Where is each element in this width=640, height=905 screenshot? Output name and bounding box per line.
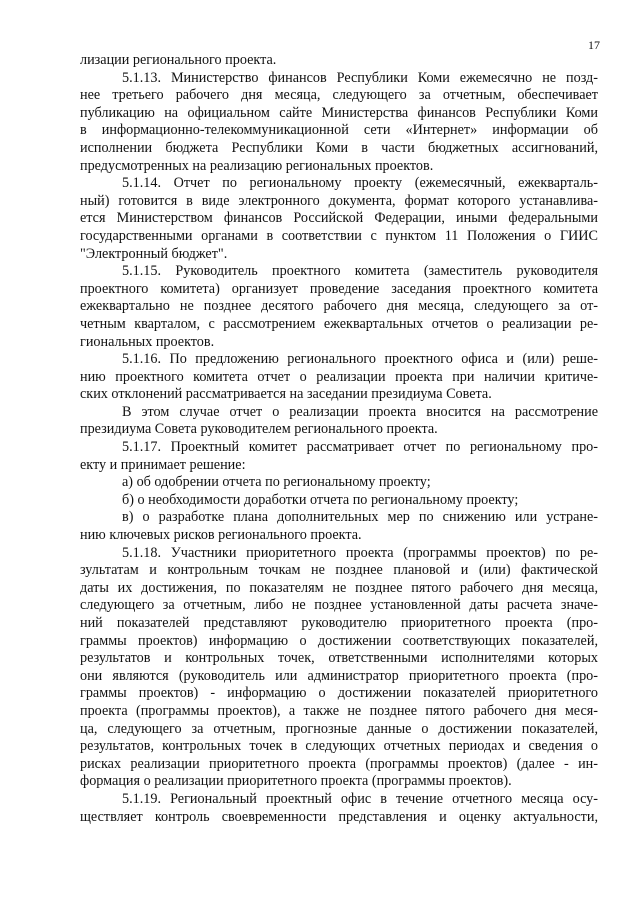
text-line: 5.1.13. Министерство финансов Республики Коми ежемесячно не позд- [122,69,598,86]
text-line: а) об одобрении отчета по региональному проекту; [122,474,431,491]
text-line: публикацию на официальном сайте Министерства финансов Республики Коми [80,104,598,121]
text-line: ежеквартально не позднее десятого рабочего дня месяца, следующего за от- [80,298,598,315]
text-line: 5.1.14. Отчет по региональному проекту (ежемесячный, ежекварталь- [122,175,598,192]
text-line: "Электронный бюджет". [80,245,228,262]
text-line: формация о реализации приоритетного проекта (программы проектов). [80,773,512,790]
text-line: лизации регионального проекта. [80,52,277,68]
text-line: 5.1.18. Участники приоритетного проекта (программы проектов) по ре- [122,544,598,561]
document-body [80,52,598,826]
text-line: в) о разработке плана дополнительных мер по снижению или устране- [122,509,598,526]
text-line: 5.1.15. Руководитель проектного комитета (заместитель руководителя [122,263,598,280]
text-line: проектного комитета) организует проведение заседания проектного комитета [80,280,598,297]
text-line: ный) готовится в виде электронного документа, формат которого устанавлива- [80,192,598,209]
text-line: б) о необходимости доработки отчета по региональному проекту; [122,491,519,508]
text-line: они являются (руководитель или администратор приоритетного проекта (про- [80,667,598,684]
text-line: четным кварталом, с рассмотрением ежеквартальных отчетов о реализации ре- [80,315,598,332]
text-line: предусмотренных на реализацию региональных проектов. [80,157,434,174]
text-line: граммы проектов) - информацию о достижении показателей приоритетного [80,685,598,702]
text-line: исполнении бюджета Республики Коми в части бюджетных ассигнований, [80,139,598,156]
text-line: ских отклонений рассматривается на заседании президиума Совета. [80,386,492,403]
text-line: зультатам и контрольным точкам не позднее плановой и (или) фактической [80,562,598,579]
text-line: ществляет контроль своевременности представления и оценку актуальности, [80,808,598,825]
text-line: следующего за отчетным, либо не позднее установленной даты расчета значе- [80,597,598,614]
text-line: ца, следующего за отчетным, прогнозные данные о достижении показателей, [80,720,598,737]
text-line: нию ключевых рисков регионального проекта. [80,527,362,544]
text-line: государственными органами в соответствии с пунктом 11 Положения о ГИИС [80,227,598,244]
text-line: граммы проектов) информацию о достижении соответствующих показателей, [80,632,598,649]
text-line: ний показателей представляют руководителю приоритетного проекта (про- [80,615,598,631]
text-line: екту и принимает решение: [80,456,246,473]
text-line: результатов, контрольных точек в следующих отчетных периодах и сведения о [80,738,598,755]
text-line: нее третьего рабочего дня месяца, следующего за отчетным, обеспечивает [80,87,598,104]
text-line: 5.1.17. Проектный комитет рассматривает отчет по региональному про- [122,439,598,456]
page-number: 17 [588,38,600,52]
text-line: проекта (программы проектов), а также не позднее пятого рабочего дня меся- [80,702,598,719]
text-line: президиума Совета руководителем регионального проекта. [80,421,438,438]
text-line: 5.1.16. По предложению регионального проектного офиса и (или) реше- [122,351,598,368]
text-line: В этом случае отчет о реализации проекта вносится на рассмотрение [122,403,598,420]
text-line: результатов и контрольных точек, ответственными исполнителями которых [80,650,598,667]
text-line: гиональных проектов. [80,333,215,350]
text-line: 5.1.19. Региональный проектный офис в течение отчетного месяца осу- [122,790,598,807]
text-line: даты их достижения, по показателям не позднее пятого рабочего дня месяца, [80,579,598,596]
text-line: рисках реализации приоритетного проекта (программы проектов) (далее - ин- [80,755,598,772]
text-line: нию проектного комитета отчет о реализации проекта при наличии критиче- [80,368,598,385]
text-line: в информационно-телекоммуникационной сети «Интернет» информации об [80,122,598,139]
text-line: ется Министерством финансов Российской Федерации, иными федеральными [80,210,598,227]
